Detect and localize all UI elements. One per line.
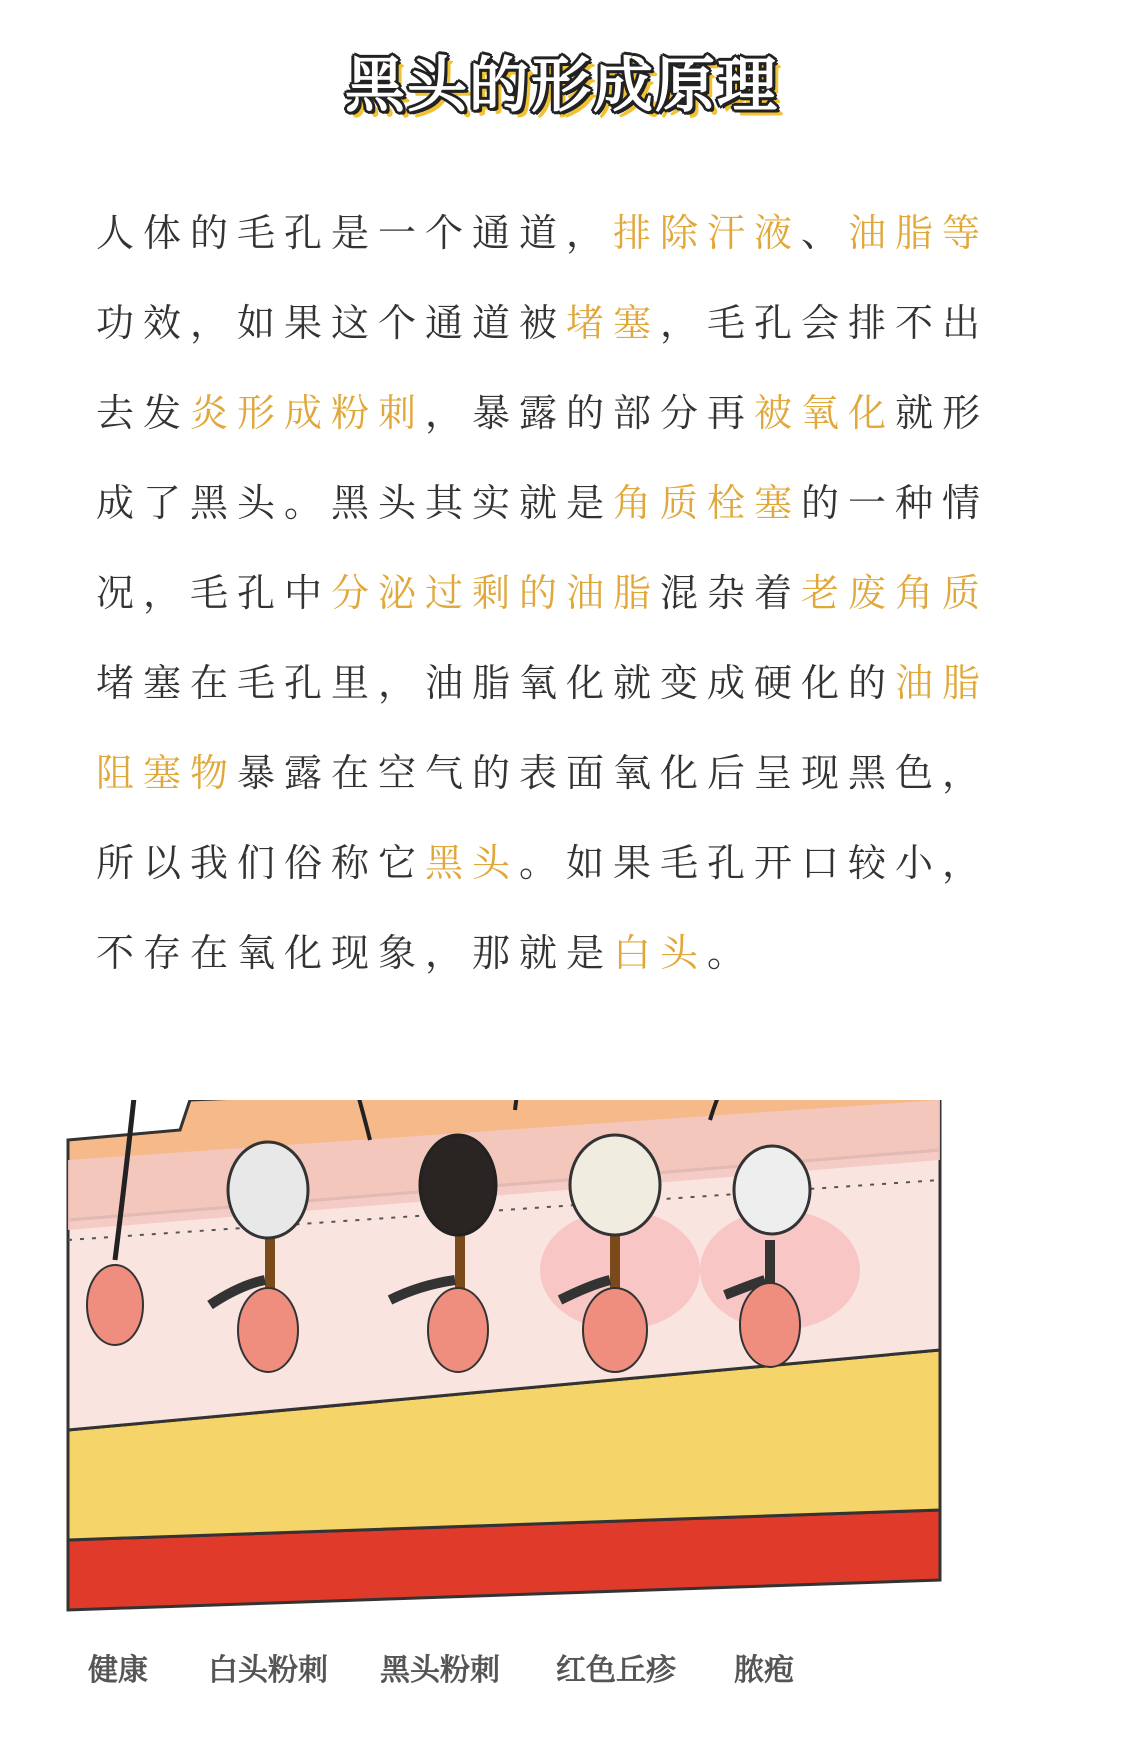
body-text: 的一种情 bbox=[801, 481, 990, 525]
highlight-text: 被氧化 bbox=[754, 391, 896, 435]
body-text: 所以我们俗称它 bbox=[96, 841, 426, 885]
paragraph-line bbox=[96, 210, 1026, 300]
highlight-text: 油脂 bbox=[895, 661, 990, 705]
body-text: 功效，如果这个通道被 bbox=[96, 301, 567, 345]
body-text: 。如果毛孔开口较小， bbox=[519, 841, 990, 885]
body-text: 不存在氧化现象，那就是 bbox=[96, 931, 614, 975]
body-text: 堵塞在毛孔里，油脂氧化就变成硬化的 bbox=[96, 661, 896, 705]
body-text: 就形 bbox=[895, 391, 990, 435]
paragraph-line bbox=[96, 660, 1026, 750]
body-text: 成了黑头。黑头其实就是 bbox=[96, 481, 614, 525]
body-text: 人体的毛孔是一个通道， bbox=[96, 211, 614, 255]
highlight-text: 老废角质 bbox=[801, 571, 990, 615]
paragraph-line bbox=[96, 390, 1026, 480]
body-text: 况，毛孔中 bbox=[96, 571, 332, 615]
label-healthy: 健康 bbox=[88, 1653, 148, 1688]
title-wrap bbox=[0, 38, 1124, 124]
body-text: 去发 bbox=[96, 391, 191, 435]
body-text: 、 bbox=[801, 211, 849, 255]
highlight-text: 角质栓塞 bbox=[613, 481, 802, 525]
highlight-text: 阻塞物 bbox=[96, 751, 238, 795]
highlight-text: 白头 bbox=[613, 931, 708, 975]
label-whitehead: 白头粉刺 bbox=[208, 1653, 328, 1688]
label-blackhead: 黑头粉刺 bbox=[380, 1653, 500, 1688]
paragraph-line bbox=[96, 300, 1026, 390]
body-text: ，暴露的部分再 bbox=[425, 391, 755, 435]
highlight-text: 排除汗液 bbox=[613, 211, 802, 255]
paragraph-line bbox=[96, 750, 1026, 840]
label-pustule: 脓疱 bbox=[734, 1653, 794, 1688]
highlight-text: 分泌过剩的油脂 bbox=[331, 571, 661, 615]
body-text: 暴露在空气的表面氧化后呈现黑色， bbox=[237, 751, 990, 795]
highlight-text: 堵塞 bbox=[566, 301, 661, 345]
paragraph-line bbox=[96, 840, 1026, 930]
body-text: 混杂着 bbox=[660, 571, 802, 615]
paragraph-line bbox=[96, 930, 1026, 1020]
figure-labels bbox=[0, 1645, 1124, 1695]
highlight-text: 油脂等 bbox=[848, 211, 990, 255]
body-text: ，毛孔会排不出 bbox=[660, 301, 990, 345]
paragraph-line bbox=[96, 480, 1026, 570]
paragraph-line bbox=[96, 570, 1026, 660]
body-text: 。 bbox=[707, 931, 755, 975]
highlight-text: 炎形成粉刺 bbox=[190, 391, 426, 435]
highlight-text: 黑头 bbox=[425, 841, 520, 885]
body-paragraph bbox=[96, 210, 1026, 1020]
label-papule: 红色丘疹 bbox=[556, 1653, 676, 1688]
skin-diagram bbox=[60, 1100, 1060, 1660]
page-title: 黑头的形成原理 bbox=[345, 51, 779, 121]
